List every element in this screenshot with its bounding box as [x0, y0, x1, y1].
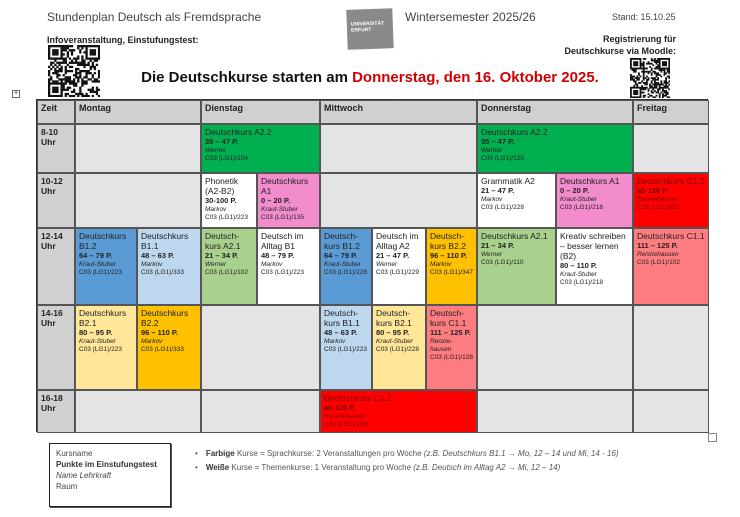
course-points: 0 – 20 P.	[261, 196, 291, 205]
course-name: Deutschkurs A1	[560, 176, 620, 186]
headline-date: Donnerstag, den 16. Oktober 2025.	[352, 69, 599, 86]
course-cell[interactable]	[257, 173, 320, 228]
headline	[0, 69, 740, 86]
notes-list	[195, 447, 619, 475]
course-points: 111 – 125 P.	[637, 241, 678, 250]
course-name: Deutsch im Alltag A2	[376, 231, 419, 251]
course-name: Deutschkurs A2.2	[481, 127, 548, 137]
course-cell[interactable]	[201, 124, 320, 173]
course-name: Deutschkurs A2.1	[481, 231, 548, 241]
course-name: Deutsch-kurs B1.1	[324, 308, 360, 328]
course-room: C03 (LG1)/228	[376, 346, 419, 353]
course-cell[interactable]	[556, 173, 633, 228]
course-room: C03 (LG1)/102	[637, 259, 680, 266]
logo-text: UNIVERSITÄT ERFURT	[350, 20, 385, 34]
course-name: Deutschkurs C1.1	[637, 231, 705, 241]
course-name: Grammatik A2	[481, 176, 535, 186]
course-teacher: Werner	[205, 147, 227, 154]
table-anchor-icon[interactable]: +	[13, 90, 19, 97]
course-cell[interactable]	[477, 173, 556, 228]
course-name: Deutschkurs B2.2	[141, 308, 189, 328]
course-teacher: Kraut-Stuber	[376, 338, 413, 345]
note-item	[195, 447, 619, 461]
course-points: 48 – 63 P.	[141, 251, 175, 260]
course-points: 21 – 34 P.	[205, 251, 239, 260]
course-points: 35 – 47 P.	[481, 137, 515, 146]
course-points: 48 – 79 P.	[261, 251, 295, 260]
course-teacher: Werner	[481, 147, 503, 154]
course-teacher: Renziehausen	[637, 196, 679, 203]
course-room: C03 (LG1)/229	[376, 269, 419, 276]
course-cell[interactable]	[372, 228, 426, 305]
legend-points: Punkte im Einstufungstest	[56, 460, 157, 469]
empty-slot	[75, 390, 201, 433]
course-room: C03 (LG1)/333	[141, 269, 184, 276]
note-item	[195, 461, 619, 475]
course-points: 0 – 20 P.	[560, 186, 590, 195]
time-slot: 10-12 Uhr	[37, 173, 75, 228]
course-cell[interactable]	[633, 228, 709, 305]
course-points: 80 – 110 P.	[560, 261, 597, 270]
course-room: C03 (LG1)/218	[560, 279, 603, 286]
course-room: C03 (LG1)/333	[141, 346, 184, 353]
course-name: Deutschkurs B2.1	[79, 308, 127, 328]
course-room: C03 (LG1)/223	[324, 346, 367, 353]
info-label: Infoveranstaltung, Einstufungstest:	[47, 35, 199, 45]
column-header: Freitag	[633, 100, 709, 124]
course-name: Deutsch-kurs A2.1	[205, 231, 241, 251]
column-header: Donnerstag	[477, 100, 633, 124]
course-room: C03 (LG1)/102	[637, 204, 680, 211]
course-name: Deutschkurs B1.1	[141, 231, 189, 251]
course-room: C03 (LG1)/223	[79, 269, 122, 276]
course-points: 80 – 95 P.	[79, 328, 113, 337]
course-name: Deutsch-kurs C1.1	[430, 308, 467, 328]
empty-slot	[320, 173, 477, 228]
column-header: Dienstag	[201, 100, 320, 124]
table-resize-handle[interactable]	[708, 433, 717, 442]
course-points: 21 – 47 P.	[376, 251, 410, 260]
course-cell[interactable]	[320, 228, 372, 305]
course-points: ab 126 P.	[324, 403, 356, 412]
course-teacher: Markov	[430, 261, 452, 268]
register-label: Registrierung für Deutschkurse via Moodle:	[564, 34, 676, 56]
course-name: Deutschkurs A2.2	[205, 127, 272, 137]
course-teacher: Werner	[376, 261, 398, 268]
column-header: Mittwoch	[320, 100, 477, 124]
course-teacher: Kraut-Stuber	[261, 206, 298, 213]
course-room: C03 (LG1)/128	[430, 354, 473, 361]
course-points: 80 – 95 P.	[376, 328, 410, 337]
timetable	[36, 99, 708, 432]
course-cell[interactable]	[426, 228, 477, 305]
course-room: C03 (LG1)/223	[261, 269, 304, 276]
course-name: Deutschkurs A1	[261, 176, 309, 196]
column-header: Montag	[75, 100, 201, 124]
course-room: C03 (LG1)/104	[205, 155, 248, 162]
course-teacher: Markov	[141, 338, 163, 345]
course-room: C03 (LG1)/347	[430, 269, 473, 276]
course-cell[interactable]	[320, 390, 477, 433]
course-name: Deutschkurs B1.2	[79, 231, 127, 251]
course-points: 96 – 110 P.	[430, 251, 467, 260]
note-example: (z.B. Deutsch im Alltag A2 → Mi, 12 – 14)	[413, 463, 561, 472]
course-room: C03 (LG1)/102	[205, 269, 248, 276]
semester-label: Wintersemester 2025/26	[405, 10, 536, 24]
course-name: Phonetik (A2-B2)	[205, 176, 239, 196]
course-cell[interactable]	[633, 173, 709, 228]
course-points: 111 – 125 P.	[430, 328, 471, 337]
note-bold: Farbige	[205, 449, 235, 458]
course-points: 21 – 47 P.	[481, 186, 515, 195]
empty-slot	[633, 305, 709, 390]
course-cell[interactable]	[75, 305, 137, 390]
course-cell[interactable]	[372, 305, 426, 390]
course-room: C03 (LG1)/135	[261, 214, 304, 221]
document-title: Stundenplan Deutsch als Fremdsprache	[47, 10, 262, 24]
course-teacher: Renziehausen	[637, 251, 679, 258]
empty-slot	[633, 124, 709, 173]
empty-slot	[477, 305, 633, 390]
course-cell[interactable]	[75, 228, 137, 305]
empty-slot	[75, 124, 201, 173]
course-cell[interactable]	[477, 124, 633, 173]
empty-slot	[477, 390, 633, 433]
legend-box	[49, 443, 171, 507]
course-teacher: Renzie-hausen	[430, 338, 453, 353]
course-teacher: Markov	[261, 261, 283, 268]
empty-slot	[75, 173, 201, 228]
course-room: C03 (LG1)/223	[205, 214, 248, 221]
course-teacher: Renziehausen	[324, 413, 366, 420]
time-slot: 8-10 Uhr	[37, 124, 75, 173]
course-name: Deutsch-kurs B2.2	[430, 231, 466, 251]
course-points: 64 – 79 P.	[324, 251, 358, 260]
legend-teacher: Name Lehrkraft	[56, 471, 112, 480]
course-name: Deutsch-kurs B2.1	[376, 308, 412, 328]
note-bold: Weiße	[205, 463, 230, 472]
course-room: C03 (LG1)/128	[324, 421, 367, 428]
course-room: C03 (LG1)/228	[324, 269, 367, 276]
course-name: Deutsch-kurs B1.2	[324, 231, 360, 251]
course-teacher: Kraut-Stuber	[324, 261, 361, 268]
course-points: 48 – 63 P.	[324, 328, 358, 337]
course-teacher: Markov	[205, 206, 227, 213]
course-cell[interactable]	[201, 228, 257, 305]
course-teacher: Werner	[481, 251, 503, 258]
course-cell[interactable]	[477, 228, 556, 305]
course-room: C03 (LG1)/125	[481, 155, 524, 162]
note-text: Kurse = Sprachkurse: 2 Veranstaltungen pro Woche	[234, 449, 424, 458]
course-points: 21 – 34 P.	[481, 241, 515, 250]
course-name: Deutschkurs C1.2	[637, 176, 705, 186]
course-teacher: Kraut-Stuber	[79, 338, 116, 345]
course-points: 35 – 47 P.	[205, 137, 239, 146]
course-teacher: Kraut-Stuber	[560, 271, 597, 278]
course-room: C03 (LG1)/223	[79, 346, 122, 353]
course-teacher: Markov	[324, 338, 346, 345]
course-cell[interactable]	[556, 228, 633, 305]
time-slot: 16-18 Uhr	[37, 390, 75, 433]
course-teacher: Kraut-Stuber	[560, 196, 597, 203]
empty-slot	[320, 124, 477, 173]
empty-slot	[201, 390, 320, 433]
course-teacher: Werner	[205, 261, 227, 268]
course-cell[interactable]	[137, 228, 201, 305]
legend-room: Raum	[56, 482, 78, 491]
course-points: 30-100 P.	[205, 196, 237, 205]
course-cell[interactable]	[137, 305, 201, 390]
course-cell[interactable]	[426, 305, 477, 390]
university-logo	[346, 8, 393, 50]
course-cell[interactable]	[201, 173, 257, 228]
course-name: Kreativ schreiben – besser lernen (B2)	[560, 231, 626, 261]
course-room: C03 (LG1)/228	[481, 204, 524, 211]
course-teacher: Markov	[481, 196, 503, 203]
stand-date: Stand: 15.10.25	[612, 12, 676, 22]
column-header: Zeit	[37, 100, 75, 124]
course-name: Deutschkurs C1.2	[324, 393, 392, 403]
headline-prefix: Die Deutschkurse starten am	[141, 69, 353, 86]
course-room: C03 (LG1)/218	[560, 204, 603, 211]
course-cell[interactable]	[320, 305, 372, 390]
note-text: Kurse = Themenkurse: 1 Veranstaltung pro Woche	[229, 463, 414, 472]
course-points: 96 – 110 P.	[141, 328, 178, 337]
course-points: ab 126 P.	[637, 186, 669, 195]
time-slot: 12-14 Uhr	[37, 228, 75, 305]
course-name: Deutsch im Alltag B1	[261, 231, 304, 251]
note-example: (z.B. Deutschkurs B1.1 → Mo, 12 – 14 und Mi, 14 - 16)	[423, 449, 619, 458]
course-teacher: Kraut-Stuber	[79, 261, 116, 268]
course-room: C03 (LG1)/110	[481, 259, 524, 266]
course-cell[interactable]	[257, 228, 320, 305]
empty-slot	[201, 305, 320, 390]
empty-slot	[633, 390, 709, 433]
legend-course-name: Kursname	[56, 449, 93, 458]
course-points: 64 – 79 P.	[79, 251, 113, 260]
course-teacher: Markov	[141, 261, 163, 268]
time-slot: 14-16 Uhr	[37, 305, 75, 390]
